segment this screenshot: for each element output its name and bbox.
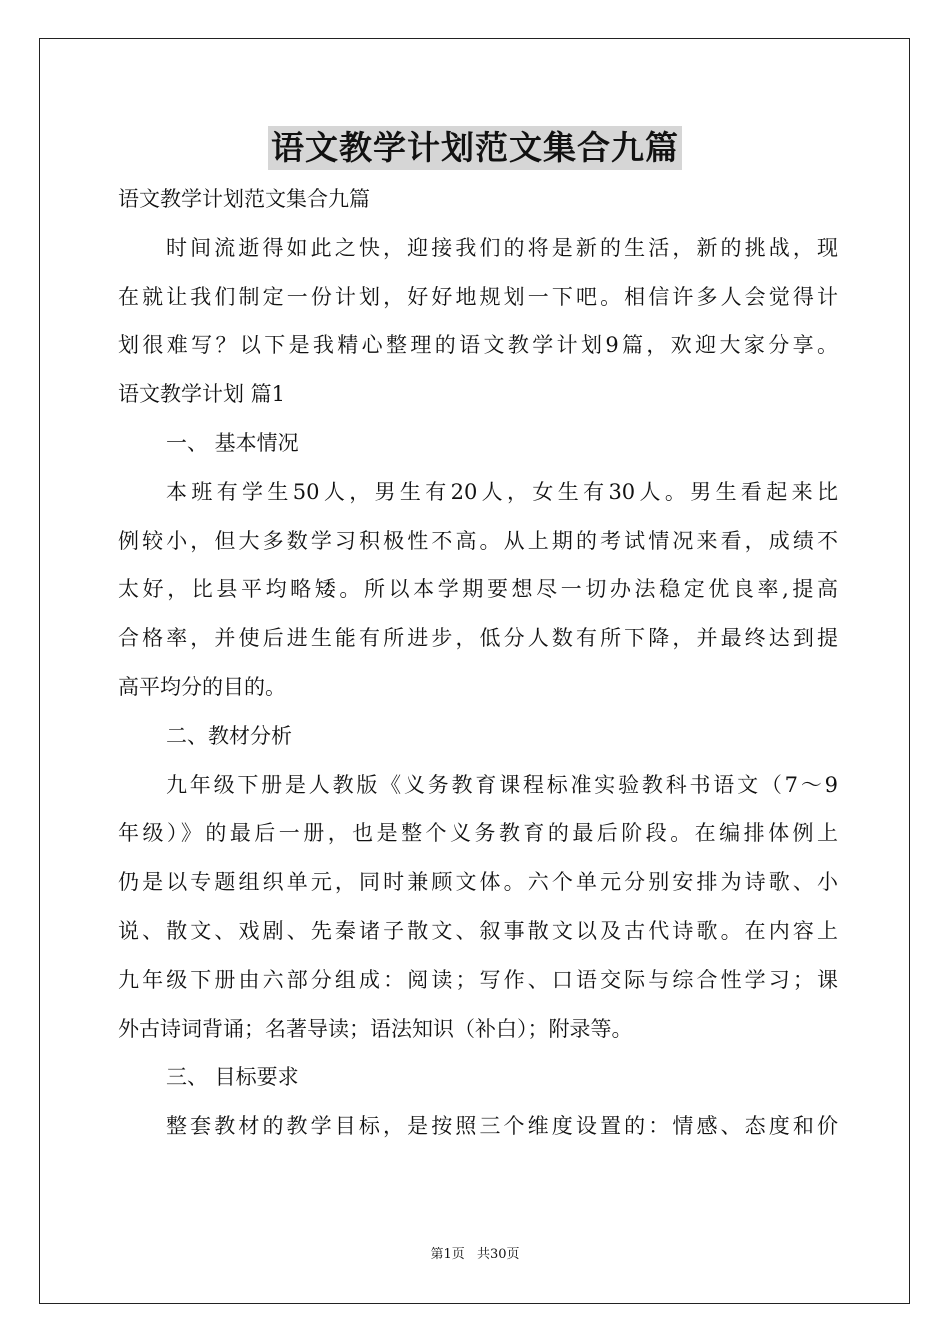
text-line: 合格率，并使后进生能有所进步，低分人数有所下降，并最终达到提 <box>118 626 838 651</box>
text-line: 九年级下册是人教版《义务教育课程标准实验教科书语文（7～9 <box>166 772 838 797</box>
text-line: 一、 基本情况 <box>166 431 299 455</box>
text-line: 划很难写？以下是我精心整理的语文教学计划9篇，欢迎大家分享。 <box>118 333 838 358</box>
page-footer <box>0 1246 950 1264</box>
text-line: 二、教材分析 <box>166 723 292 748</box>
document-title-wrap <box>0 126 950 170</box>
text-line: 三、 目标要求 <box>166 1065 299 1090</box>
text-line: 在就让我们制定一份计划，好好地规划一下吧。相信许多人会觉得计 <box>118 284 838 309</box>
text-line: 语文教学计划 篇1 <box>118 382 286 407</box>
text-line: 仍是以专题组织单元，同时兼顾文体。六个单元分别安排为诗歌、小 <box>118 870 838 895</box>
text-line: 例较小，但大多数学习积极性不高。从上期的考试情况来看，成绩不 <box>118 528 838 553</box>
text-line: 年级）》的最后一册，也是整个义务教育的最后阶段。在编排体例上 <box>118 821 838 846</box>
text-line: 九年级下册由六部分组成：阅读；写作、口语交际与综合性学习；课 <box>118 967 838 992</box>
page-total: 共30页 <box>476 1247 520 1262</box>
text-line: 高平均分的目的。 <box>118 675 286 699</box>
text-line: 说、散文、戏剧、先秦诸子散文、叙事散文以及古代诗歌。在内容上 <box>118 919 838 943</box>
text-line: 时间流逝得如此之快，迎接我们的将是新的生活，新的挑战，现 <box>166 235 838 260</box>
page-number: 第1页 <box>430 1247 465 1262</box>
text-line: 外古诗词背诵；名著导读；语法知识（补白）；附录等。 <box>118 1016 633 1041</box>
text-line: 本班有学生50人，男生有20人，女生有30人。男生看起来比 <box>166 479 838 504</box>
text-line: 语文教学计划范文集合九篇 <box>118 187 370 211</box>
document-title: 语文教学计划范文集合九篇 <box>268 126 682 170</box>
text-line: 整套教材的教学目标，是按照三个维度设置的：情感、态度和价 <box>166 1114 838 1139</box>
text-line: 太好，比县平均略矮。所以本学期要想尽一切办法稳定优良率,提高 <box>118 577 838 602</box>
